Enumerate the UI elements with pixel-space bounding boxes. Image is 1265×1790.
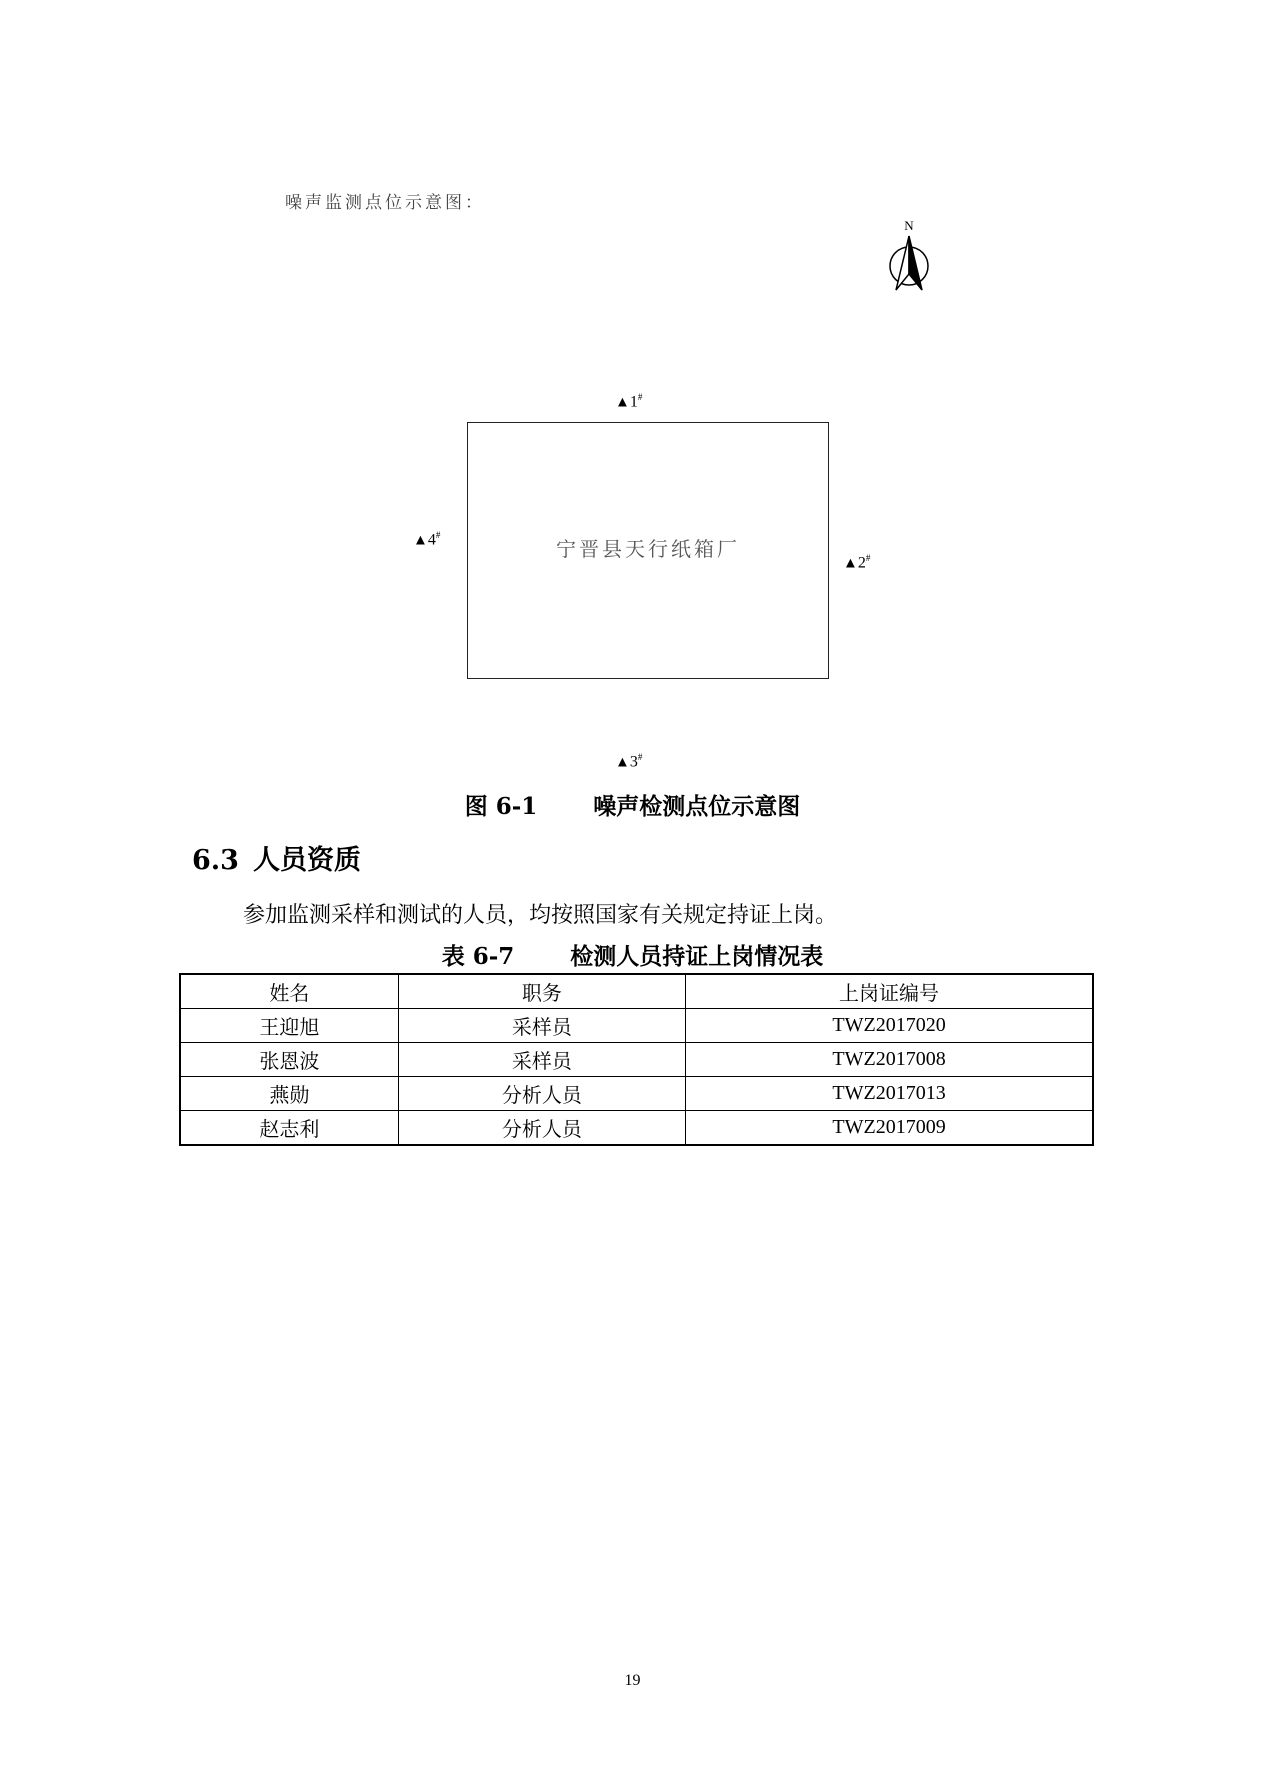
monitoring-point-2: ▲2#	[843, 553, 871, 572]
header-certificate-no: 上岗证编号	[686, 974, 1093, 1009]
table-row	[180, 1043, 1093, 1077]
table-title: 检测人员持证上岗情况表	[570, 943, 824, 970]
body-paragraph: 参加监测采样和测试的人员，均按照国家有关规定持证上岗。	[243, 903, 838, 928]
page-number: 19	[624, 1672, 641, 1689]
staff-certification-table	[179, 973, 1094, 1146]
figure-title: 噪声检测点位示意图	[593, 793, 801, 820]
monitoring-point-4: ▲4#	[413, 530, 441, 549]
cell-position: 分析人员	[398, 1077, 685, 1111]
header-position: 职务	[398, 974, 685, 1009]
monitoring-point-1: ▲1#	[615, 392, 643, 411]
cell-certificate-no: TWZ2017009	[686, 1111, 1093, 1146]
table-row	[180, 1111, 1093, 1146]
cell-certificate-no: TWZ2017020	[686, 1009, 1093, 1043]
table-caption	[0, 938, 1265, 971]
diagram-intro-text: 噪声监测点位示意图：	[285, 193, 485, 213]
cell-position: 采样员	[398, 1043, 685, 1077]
figure-caption	[0, 788, 1265, 821]
table-row	[180, 1077, 1093, 1111]
section-heading	[192, 838, 361, 877]
cell-name: 张恩波	[180, 1043, 398, 1077]
header-name: 姓名	[180, 974, 398, 1009]
section-number: 6.3	[192, 845, 239, 876]
table-row	[180, 1009, 1093, 1043]
cell-name: 王迎旭	[180, 1009, 398, 1043]
figure-number: 图 6-1	[464, 793, 538, 820]
cell-position: 分析人员	[398, 1111, 685, 1146]
table-number: 表 6-7	[441, 943, 515, 970]
factory-name: 宁晋县天行纸箱厂	[556, 537, 740, 561]
cell-name: 燕勋	[180, 1077, 398, 1111]
table-header-row	[180, 974, 1093, 1009]
section-title: 人员资质	[252, 845, 361, 876]
north-label: N	[904, 218, 914, 233]
north-arrow-icon	[884, 216, 934, 296]
cell-certificate-no: TWZ2017013	[686, 1077, 1093, 1111]
cell-name: 赵志利	[180, 1111, 398, 1146]
cell-certificate-no: TWZ2017008	[686, 1043, 1093, 1077]
cell-position: 采样员	[398, 1009, 685, 1043]
monitoring-point-3: ▲3#	[615, 752, 643, 771]
